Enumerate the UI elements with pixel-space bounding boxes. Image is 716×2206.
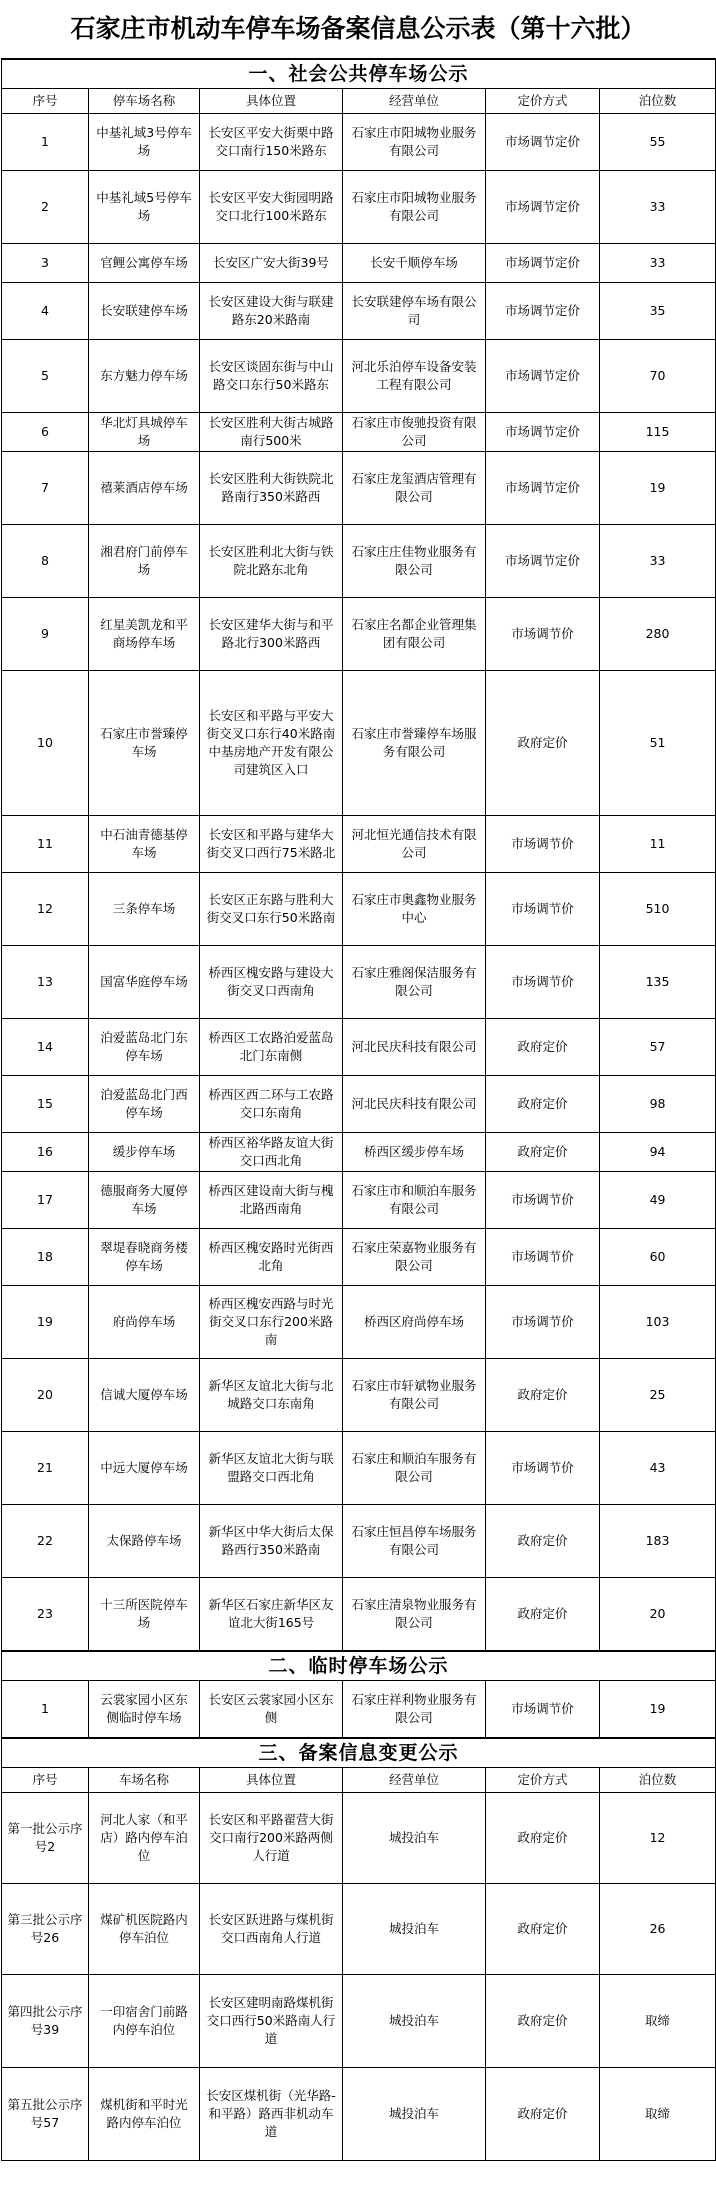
table-row	[2, 244, 716, 283]
lot-name: 中石油青德基停车场	[89, 816, 200, 873]
space-count: 49	[600, 1172, 716, 1229]
pricing-method: 政府定价	[486, 1359, 600, 1432]
location: 新华区石家庄新华区友谊北大街165号	[200, 1578, 343, 1652]
location: 长安区和平路与平安大街交叉口东行40米路南中基房地产开发有限公司建筑区入口	[200, 671, 343, 816]
lot-name: 一印宿舍门前路内停车泊位	[89, 1975, 200, 2068]
operator: 石家庄市阳城物业服务有限公司	[343, 171, 486, 244]
row-number: 9	[2, 598, 89, 671]
pricing-method: 政府定价	[486, 671, 600, 816]
row-number: 17	[2, 1172, 89, 1229]
space-count: 98	[600, 1076, 716, 1133]
column-header-space-count: 泊位数	[600, 89, 716, 114]
column-header-location: 具体位置	[200, 89, 343, 114]
section1-heading: 一、社会公共停车场公示	[2, 59, 716, 89]
operator: 城投泊车	[343, 1884, 486, 1975]
location: 新华区友谊北大街与北城路交口东南角	[200, 1359, 343, 1432]
table-row	[2, 598, 716, 671]
filing-table	[1, 58, 716, 2161]
page-title: 石家庄市机动车停车场备案信息公示表（第十六批）	[70, 14, 646, 43]
operator: 石家庄市阳城物业服务有限公司	[343, 114, 486, 171]
space-count: 26	[600, 1884, 716, 1975]
operator: 石家庄雅阁保洁服务有限公司	[343, 946, 486, 1019]
operator: 石家庄庄佳物业服务有限公司	[343, 525, 486, 598]
table-row	[2, 1681, 716, 1739]
location: 桥西区建设南大街与槐北路西南角	[200, 1172, 343, 1229]
lot-name: 德服商务大厦停车场	[89, 1172, 200, 1229]
location: 桥西区裕华路友谊大街交口西北角	[200, 1133, 343, 1172]
table-row	[2, 1432, 716, 1505]
pricing-method: 市场调节价	[486, 946, 600, 1019]
table-row	[2, 525, 716, 598]
table-row	[2, 283, 716, 340]
table-row	[2, 114, 716, 171]
space-count: 19	[600, 1681, 716, 1739]
lot-name: 府尚停车场	[89, 1286, 200, 1359]
row-number: 2	[2, 171, 89, 244]
column-header-pricing-method: 定价方式	[486, 89, 600, 114]
table-row	[2, 2068, 716, 2161]
pricing-method: 市场调节价	[486, 816, 600, 873]
pricing-method: 市场调节定价	[486, 413, 600, 452]
lot-name: 十三所医院停车场	[89, 1578, 200, 1652]
location: 长安区胜利大街铁院北路南行350米路西	[200, 452, 343, 525]
lot-name: 石家庄市誉臻停车场	[89, 671, 200, 816]
pricing-method: 市场调节定价	[486, 283, 600, 340]
space-count: 94	[600, 1133, 716, 1172]
space-count: 135	[600, 946, 716, 1019]
location: 长安区建华大街与和平路北行300米路西	[200, 598, 343, 671]
pricing-method: 政府定价	[486, 1505, 600, 1578]
space-count: 35	[600, 283, 716, 340]
space-count: 510	[600, 873, 716, 946]
location: 长安区和平路与建华大街交叉口西行75米路北	[200, 816, 343, 873]
row-number: 3	[2, 244, 89, 283]
pricing-method: 市场调节价	[486, 1172, 600, 1229]
lot-name: 信诚大厦停车场	[89, 1359, 200, 1432]
table-row	[2, 1359, 716, 1432]
space-count: 20	[600, 1578, 716, 1652]
lot-name: 国富华庭停车场	[89, 946, 200, 1019]
lot-name: 泊爱蓝岛北门东停车场	[89, 1019, 200, 1076]
row-number: 6	[2, 413, 89, 452]
pricing-method: 市场调节定价	[486, 244, 600, 283]
operator: 城投泊车	[343, 1793, 486, 1884]
table-row	[2, 1172, 716, 1229]
pricing-method: 政府定价	[486, 2068, 600, 2161]
row-number: 第五批公示序号57	[2, 2068, 89, 2161]
table-row	[2, 1578, 716, 1652]
lot-name: 中基礼域3号停车场	[89, 114, 200, 171]
table-row	[2, 1019, 716, 1076]
operator: 石家庄市誉臻停车场服务有限公司	[343, 671, 486, 816]
operator: 河北乐泊停车设备安装工程有限公司	[343, 340, 486, 413]
lot-name: 煤矿机医院路内停车泊位	[89, 1884, 200, 1975]
space-count: 19	[600, 452, 716, 525]
location: 新华区中华大街后太保路西行350米路南	[200, 1505, 343, 1578]
row-number: 18	[2, 1229, 89, 1286]
operator: 石家庄荣嘉物业服务有限公司	[343, 1229, 486, 1286]
space-count: 115	[600, 413, 716, 452]
table-row	[2, 816, 716, 873]
location: 长安区谈固东街与中山路交口东行50米路东	[200, 340, 343, 413]
operator: 桥西区缓步停车场	[343, 1133, 486, 1172]
space-count: 11	[600, 816, 716, 873]
row-number: 4	[2, 283, 89, 340]
row-number: 1	[2, 114, 89, 171]
location: 长安区跃进路与煤机街交口西南角人行道	[200, 1884, 343, 1975]
column-header-row-number: 序号	[2, 1768, 89, 1793]
row-number: 15	[2, 1076, 89, 1133]
row-number: 16	[2, 1133, 89, 1172]
section3-heading-row	[2, 1738, 716, 1768]
pricing-method: 政府定价	[486, 1793, 600, 1884]
space-count: 12	[600, 1793, 716, 1884]
lot-name: 官鲤公寓停车场	[89, 244, 200, 283]
pricing-method: 市场调节价	[486, 873, 600, 946]
operator: 长安千顺停车场	[343, 244, 486, 283]
row-number: 19	[2, 1286, 89, 1359]
lot-name: 华北灯具城停车场	[89, 413, 200, 452]
table-row	[2, 1286, 716, 1359]
space-count: 60	[600, 1229, 716, 1286]
operator: 桥西区府尚停车场	[343, 1286, 486, 1359]
location: 桥西区槐安路时光街西北角	[200, 1229, 343, 1286]
table-row	[2, 413, 716, 452]
table-row	[2, 452, 716, 525]
row-number: 1	[2, 1681, 89, 1739]
lot-name: 河北人家（和平店）路内停车泊位	[89, 1793, 200, 1884]
lot-name: 太保路停车场	[89, 1505, 200, 1578]
operator: 城投泊车	[343, 1975, 486, 2068]
location: 长安区平安大街栗中路交口南行150米路东	[200, 114, 343, 171]
operator: 石家庄市和顺泊车服务有限公司	[343, 1172, 486, 1229]
row-number: 第四批公示序号39	[2, 1975, 89, 2068]
lot-name: 禧莱酒店停车场	[89, 452, 200, 525]
operator: 石家庄和顺泊车服务有限公司	[343, 1432, 486, 1505]
lot-name: 中基礼域5号停车场	[89, 171, 200, 244]
lot-name: 湘君府门前停车场	[89, 525, 200, 598]
location: 长安区和平路翟营大街交口南行200米路两侧人行道	[200, 1793, 343, 1884]
space-count: 57	[600, 1019, 716, 1076]
lot-name: 煤机街和平时光路内停车泊位	[89, 2068, 200, 2161]
space-count: 取缔	[600, 2068, 716, 2161]
column-header-operator: 经营单位	[343, 1768, 486, 1793]
row-number: 11	[2, 816, 89, 873]
pricing-method: 市场调节价	[486, 1681, 600, 1739]
operator: 石家庄市俊驰投资有限公司	[343, 413, 486, 452]
lot-name: 云裳家园小区东侧临时停车场	[89, 1681, 200, 1739]
lot-name: 东方魅力停车场	[89, 340, 200, 413]
pricing-method: 政府定价	[486, 1578, 600, 1652]
table-row	[2, 1229, 716, 1286]
pricing-method: 市场调节定价	[486, 114, 600, 171]
location: 桥西区工农路泊爱蓝岛北门东南侧	[200, 1019, 343, 1076]
column-header-operator: 经营单位	[343, 89, 486, 114]
table-row	[2, 1076, 716, 1133]
lot-name: 缓步停车场	[89, 1133, 200, 1172]
section3-heading: 三、备案信息变更公示	[2, 1738, 716, 1768]
row-number: 8	[2, 525, 89, 598]
row-number: 第三批公示序号26	[2, 1884, 89, 1975]
pricing-method: 政府定价	[486, 1133, 600, 1172]
lot-name: 翠堤春晓商务楼停车场	[89, 1229, 200, 1286]
location: 长安区胜利大街古城路南行500米	[200, 413, 343, 452]
column-header-row-number: 序号	[2, 89, 89, 114]
lot-name: 红星美凯龙和平商场停车场	[89, 598, 200, 671]
space-count: 183	[600, 1505, 716, 1578]
operator: 石家庄清泉物业服务有限公司	[343, 1578, 486, 1652]
space-count: 取缔	[600, 1975, 716, 2068]
row-number: 21	[2, 1432, 89, 1505]
section2-heading: 二、临时停车场公示	[2, 1651, 716, 1681]
operator: 河北民庆科技有限公司	[343, 1076, 486, 1133]
table-row	[2, 946, 716, 1019]
pricing-method: 市场调节定价	[486, 340, 600, 413]
location: 新华区友谊北大街与联盟路交口西北角	[200, 1432, 343, 1505]
pricing-method: 政府定价	[486, 1076, 600, 1133]
location: 长安区建明南路煤机街交口西行50米路南人行道	[200, 1975, 343, 2068]
section3-header-row	[2, 1768, 716, 1793]
table-row	[2, 1884, 716, 1975]
table-row	[2, 1793, 716, 1884]
operator: 河北民庆科技有限公司	[343, 1019, 486, 1076]
operator: 石家庄龙玺酒店管理有限公司	[343, 452, 486, 525]
space-count: 33	[600, 525, 716, 598]
column-header-space-count: 泊位数	[600, 1768, 716, 1793]
row-number: 13	[2, 946, 89, 1019]
pricing-method: 市场调节价	[486, 1229, 600, 1286]
column-header-lot-name: 车场名称	[89, 1768, 200, 1793]
table-row	[2, 1975, 716, 2068]
lot-name: 泊爱蓝岛北门西停车场	[89, 1076, 200, 1133]
space-count: 280	[600, 598, 716, 671]
space-count: 33	[600, 171, 716, 244]
operator: 石家庄祥利物业服务有限公司	[343, 1681, 486, 1739]
table-row	[2, 1505, 716, 1578]
row-number: 20	[2, 1359, 89, 1432]
column-header-location: 具体位置	[200, 1768, 343, 1793]
space-count: 55	[600, 114, 716, 171]
pricing-method: 市场调节价	[486, 598, 600, 671]
space-count: 43	[600, 1432, 716, 1505]
table-row	[2, 171, 716, 244]
pricing-method: 政府定价	[486, 1975, 600, 2068]
table-row	[2, 340, 716, 413]
space-count: 51	[600, 671, 716, 816]
row-number: 5	[2, 340, 89, 413]
operator: 石家庄名都企业管理集团有限公司	[343, 598, 486, 671]
location: 桥西区槐安西路与时光街交叉口东行200米路南	[200, 1286, 343, 1359]
location: 长安区胜利北大街与铁院北路东北角	[200, 525, 343, 598]
space-count: 70	[600, 340, 716, 413]
row-number: 23	[2, 1578, 89, 1652]
pricing-method: 市场调节定价	[486, 452, 600, 525]
operator: 河北恒光通信技术有限公司	[343, 816, 486, 873]
location: 长安区云裳家园小区东侧	[200, 1681, 343, 1739]
location: 长安区广安大街39号	[200, 244, 343, 283]
table-row	[2, 1133, 716, 1172]
location: 长安区正东路与胜利大街交叉口东行50米路南	[200, 873, 343, 946]
row-number: 10	[2, 671, 89, 816]
location: 长安区煤机街（光华路-和平路）路西非机动车道	[200, 2068, 343, 2161]
operator: 城投泊车	[343, 2068, 486, 2161]
section1-heading-row	[2, 59, 716, 89]
column-header-lot-name: 停车场名称	[89, 89, 200, 114]
lot-name: 中远大厦停车场	[89, 1432, 200, 1505]
space-count: 33	[600, 244, 716, 283]
space-count: 103	[600, 1286, 716, 1359]
table-row	[2, 671, 716, 816]
pricing-method: 政府定价	[486, 1019, 600, 1076]
location: 长安区平安大街园明路交口北行100米路东	[200, 171, 343, 244]
pricing-method: 市场调节价	[486, 1286, 600, 1359]
location: 桥西区槐安路与建设大街交叉口西南角	[200, 946, 343, 1019]
row-number: 14	[2, 1019, 89, 1076]
row-number: 7	[2, 452, 89, 525]
pricing-method: 市场调节定价	[486, 171, 600, 244]
row-number: 22	[2, 1505, 89, 1578]
space-count: 25	[600, 1359, 716, 1432]
pricing-method: 政府定价	[486, 1884, 600, 1975]
operator: 长安联建停车场有限公司	[343, 283, 486, 340]
pricing-method: 市场调节定价	[486, 525, 600, 598]
row-number: 第一批公示序号2	[2, 1793, 89, 1884]
location: 桥西区西二环与工农路交口东南角	[200, 1076, 343, 1133]
lot-name: 长安联建停车场	[89, 283, 200, 340]
pricing-method: 市场调节价	[486, 1432, 600, 1505]
operator: 石家庄恒昌停车场服务有限公司	[343, 1505, 486, 1578]
operator: 石家庄市轩斌物业服务有限公司	[343, 1359, 486, 1432]
column-header-pricing-method: 定价方式	[486, 1768, 600, 1793]
section1-header-row	[2, 89, 716, 114]
lot-name: 三条停车场	[89, 873, 200, 946]
operator: 石家庄市奥鑫物业服务中心	[343, 873, 486, 946]
table-row	[2, 873, 716, 946]
section2-heading-row	[2, 1651, 716, 1681]
row-number: 12	[2, 873, 89, 946]
location: 长安区建设大街与联建路东20米路南	[200, 283, 343, 340]
